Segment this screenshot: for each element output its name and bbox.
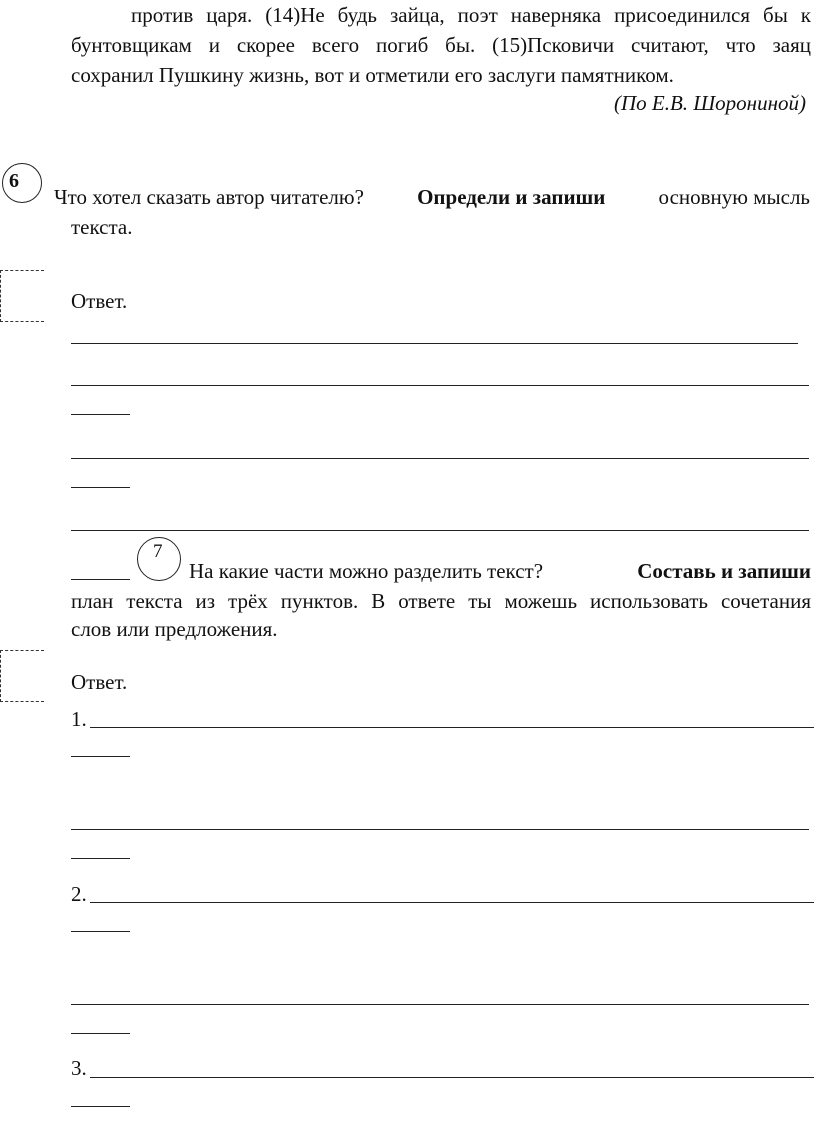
task-6-number: 6 [9,170,19,192]
plan-item-1-number: 1. [71,707,87,731]
task-6-answer-line-1[interactable] [71,343,798,344]
plan-item-2-number: 2. [71,882,87,906]
task-6-question-line-2: текста. [71,215,133,239]
plan-item-1-line[interactable] [90,727,814,728]
task-6-answer-label: Ответ. [71,289,128,313]
plan-item-2-line-tail[interactable] [71,931,130,932]
task-6-score-box [0,270,44,322]
task-7-question-line-2: план текста из трёх пунктов. В ответе ты можешь использовать сочетания [71,589,811,613]
task-7-question-part-1: На какие части можно разделить текст? [189,559,544,583]
task-6-question-part-1: Что хотел сказать автор читателю? [54,185,364,209]
task-6-answer-line-4[interactable] [71,530,809,531]
task-6-answer-line-4-tail[interactable] [71,579,130,580]
plan-item-1-line-tail[interactable] [71,756,130,757]
passage-line-2: бунтовщикам и скорее всего погиб бы. (15)Псковичи считают, что заяц [71,33,811,57]
passage-line-3: сохранил Пушкину жизнь, вот и отметили его заслуги памятником. [71,63,674,87]
task-7-number: 7 [153,541,163,562]
task-6-number-circle [2,163,42,203]
plan-item-1-line-2[interactable] [71,829,809,830]
task-7-question-bold: Составь и запиши [637,559,811,583]
plan-item-2-line[interactable] [90,902,814,903]
task-6-answer-line-3[interactable] [71,458,809,459]
plan-item-3-line-tail[interactable] [71,1106,130,1107]
task-7-answer-label: Ответ. [71,670,128,694]
task-7-score-box [0,650,44,702]
plan-item-2-line-2-tail[interactable] [71,1033,130,1034]
task-6-answer-line-2-tail[interactable] [71,414,130,415]
plan-item-1-line-2-tail[interactable] [71,858,130,859]
task-7-question-line-1 [189,556,811,586]
plan-item-3-line[interactable] [90,1077,814,1078]
task-6-question-line-1 [54,182,810,212]
plan-item-2-line-2[interactable] [71,1004,809,1005]
passage-source: (По Е.В. Шорониной) [613,91,806,115]
task-6-answer-line-2[interactable] [71,385,809,386]
passage-line-1: против царя. (14)Не будь зайца, поэт наверняка присоединился бы к [131,3,811,27]
task-6-answer-line-3-tail[interactable] [71,487,130,488]
plan-item-3-number: 3. [71,1056,87,1080]
task-7-question-line-3: слов или предложения. [71,617,278,641]
task-6-question-bold: Определи и запиши [417,185,606,209]
task-6-question-part-2: основную мысль [658,185,810,209]
